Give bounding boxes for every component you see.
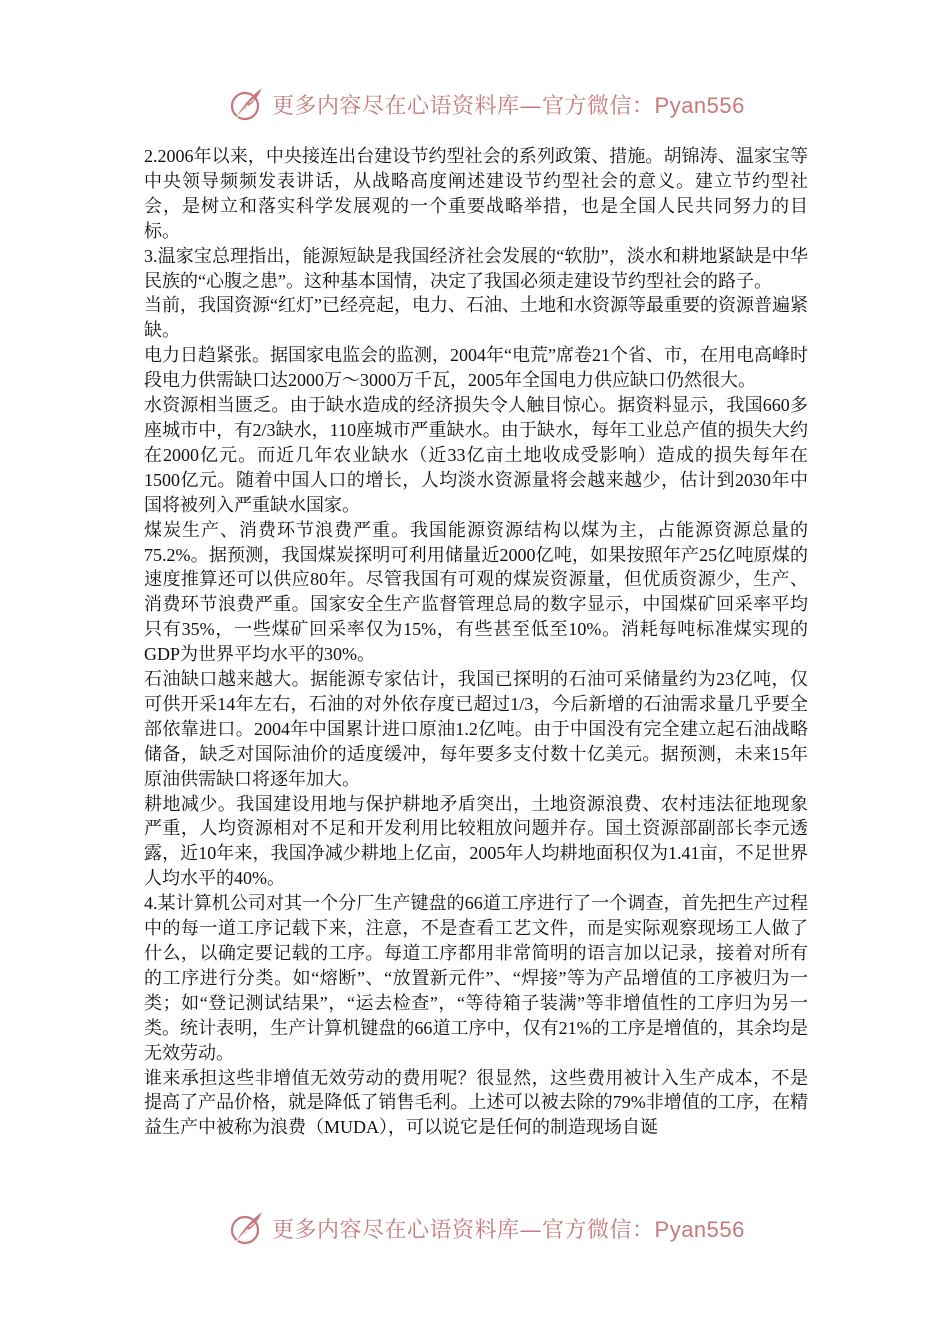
paragraph: 石油缺口越来越大。据能源专家估计，我国已探明的石油可采储量约为23亿吨，仅可供开采14年左右，石油的对外依存度已超过1/3，今后新增的石油需求量几乎要全部依靠进口。2004年中国累计进口原油1.2亿吨。由于中国没有完全建立起石油战略储备，缺乏对国际油价的适度缓冲，每年要多支付数十亿美元。据预测，未来15年原油供需缺口将逐年加大。 (144, 669, 808, 789)
paragraph: 谁来承担这些非增值无效劳动的费用呢？很显然，这些费用被计入生产成本，不是提高了产品价格，就是降低了销售毛利。上述可以被去除的79%非增值的工序，在精益生产中被称为浪费（MUDA），可以说它是任何的制造现场自诞 (144, 1067, 808, 1138)
paragraph: 电力日趋紧张。据国家电监会的监测，2004年“电荒”席卷21个省、市，在用电高峰时段电力供需缺口达2000万～3000万千瓦，2005年全国电力供应缺口仍然很大。 (144, 345, 808, 391)
banner-slogan: 更多内容尽在心语资料库—官方微信： (272, 1217, 655, 1243)
paragraph: 当前，我国资源“红灯”已经亮起，电力、石油、土地和水资源等最重要的资源普遍紧缺。 (144, 295, 808, 341)
paragraph: 4.某计算机公司对其一个分厂生产键盘的66道工序进行了一个调查，首先把生产过程中的每一道工序记载下来，注意，不是查看工艺文件，而是实际观察现场工人做了什么，以确定要记载的工序。每道工序都用非常简明的语言加以记录，接着对所有的工序进行分类。如“熔断”、“放置新元件”、“焊接”等为产品增值的工序被归为一类；如“登记测试结果”，“运去检查”，“等待箱子装满”等非增值性的工序归为另一类。统计表明，生产计算机键盘的66道工序中，仅有21%的工序是增值的，其余均是无效劳动。 (144, 893, 808, 1063)
paragraph: 耕地减少。我国建设用地与保护耕地矛盾突出，土地资源浪费、农村违法征地现象严重，人均资源相对不足和开发利用比较粗放问题并存。国土资源部副部长李元透露，近10年来，我国净减少耕地上亿亩，2005年人均耕地面积仅为1.41亩，不足世界人均水平的40%。 (144, 793, 808, 889)
feather-pen-logo-icon (228, 1209, 266, 1247)
paragraph: 3.温家宝总理指出，能源短缺是我国经济社会发展的“软肋”，淡水和耕地紧缺是中华民族的“心腹之患”。这种基本国情，决定了我国必须走建设节约型社会的路子。 (144, 245, 808, 291)
wechat-id: Pyan556 (654, 92, 745, 118)
paragraph: 煤炭生产、消费环节浪费严重。我国能源资源结构以煤为主，占能源资源总量的75.2%。据预测，我国煤炭探明可利用储量近2000亿吨，如果按照年产25亿吨原煤的速度推算还可以供应80年。尽管我国有可观的煤炭资源量，但优质资源少，生产、消费环节浪费严重。国家安全生产监督管理总局的数字显示，中国煤矿回采率平均只有35%，一些煤矿回采率仅为15%，有些甚至低至10%。消耗每吨标准煤实现的GDP为世界平均水平的30%。 (144, 519, 808, 665)
paragraph: 水资源相当匮乏。由于缺水造成的经济损失令人触目惊心。据资料显示，我国660多座城市中，有2/3缺水，110座城市严重缺水。由于缺水，每年工业总产值的损失大约在2000亿元。而近几年农业缺水（近33亿亩土地收成受影响）造成的损失每年在1500亿元。随着中国人口的增长，人均淡水资源量将会越来越少，估计到2030年中国将被列入严重缺水国家。 (144, 395, 808, 515)
banner-slogan: 更多内容尽在心语资料库—官方微信： (272, 93, 655, 119)
header-banner[interactable] (228, 84, 748, 124)
feather-pen-logo-icon (228, 85, 266, 123)
banner-text (272, 1213, 745, 1244)
banner-text (272, 89, 745, 120)
document-body (144, 144, 808, 1140)
wechat-id: Pyan556 (654, 1216, 745, 1242)
footer-banner[interactable] (228, 1208, 748, 1248)
paragraph: 2.2006年以来，中央接连出台建设节约型社会的系列政策、措施。胡锦涛、温家宝等中央领导频频发表讲话，从战略高度阐述建设节约型社会的意义。建立节约型社会，是树立和落实科学发展观的一个重要战略举措，也是全国人民共同努力的目标。 (144, 146, 808, 241)
